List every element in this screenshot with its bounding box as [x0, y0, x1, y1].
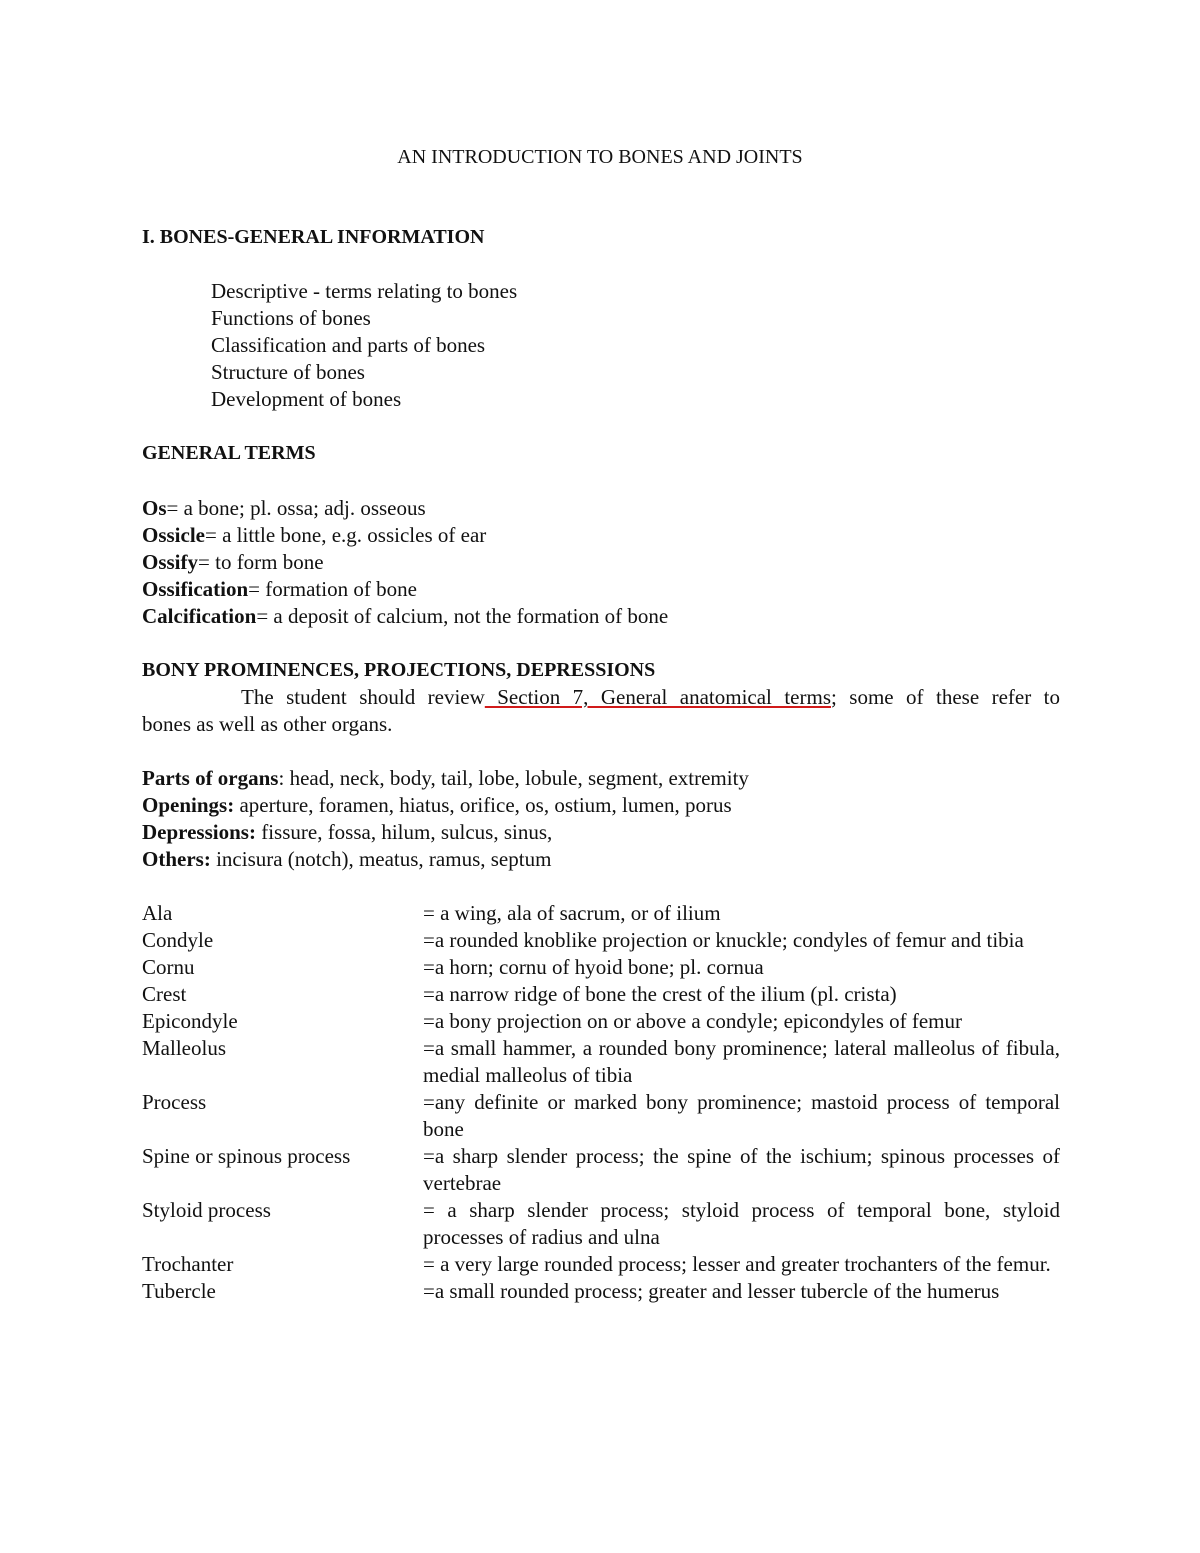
term-definition: = a deposit of calcium, not the formation of bone [256, 604, 669, 628]
review-line-2: bones as well as other organs. [142, 712, 393, 736]
glossary-row [142, 927, 1060, 954]
glossary-row [142, 981, 1060, 1008]
glossary-row [142, 1251, 1060, 1278]
glossary-term: Process [142, 1090, 207, 1114]
section-heading-bones-general: I. BONES-GENERAL INFORMATION [142, 226, 485, 248]
glossary-term: Spine or spinous process [142, 1144, 351, 1168]
general-term-row [142, 576, 668, 603]
topic-item: Classification and parts of bones [211, 333, 486, 357]
term-label: Ossification [142, 577, 249, 601]
organ-parts-row [142, 846, 749, 873]
review-text: The student should review [241, 685, 485, 709]
glossary-definition: =a narrow ridge of bone the crest of the ilium (pl. crista) [423, 982, 897, 1006]
glossary-definition: = a sharp slender process; styloid process of temporal bone, styloid processes of radius and ulna [423, 1198, 1060, 1249]
review-paragraph [142, 684, 1060, 738]
glossary-term: Trochanter [142, 1252, 234, 1276]
parts-text: aperture, foramen, hiatus, orifice, os, ostium, lumen, porus [234, 793, 732, 817]
term-label: Os [142, 496, 167, 520]
glossary-definition: =a small hammer, a rounded bony prominence; lateral malleolus of fibula, medial malleolus of tibia [423, 1036, 1060, 1087]
glossary-row [142, 1035, 1060, 1089]
organ-parts-list [142, 765, 749, 873]
parts-text: fissure, fossa, hilum, sulcus, sinus, [255, 820, 553, 844]
topic-item: Structure of bones [211, 360, 365, 384]
glossary-row [142, 1278, 1060, 1305]
organ-parts-row [142, 765, 749, 792]
glossary-definition: =a bony projection on or above a condyle; epicondyles of femur [423, 1009, 963, 1033]
parts-text: incisura (notch), meatus, ramus, septum [210, 847, 552, 871]
glossary-row [142, 1089, 1060, 1143]
term-definition: = formation of bone [248, 577, 417, 601]
glossary-definition: =a horn; cornu of hyoid bone; pl. cornua [423, 955, 764, 979]
topic-list [211, 278, 517, 413]
general-term-row [142, 522, 668, 549]
section-reference-link[interactable]: Section 7, General anatomical terms [484, 685, 831, 709]
glossary-definition: =a small rounded process; greater and lesser tubercle of the humerus [423, 1279, 1000, 1303]
glossary-term: Epicondyle [142, 1009, 238, 1033]
section-heading-general-terms: GENERAL TERMS [142, 442, 316, 464]
glossary-definition: = a very large rounded process; lesser and greater trochanters of the femur. [423, 1252, 1051, 1276]
organ-parts-row [142, 819, 749, 846]
parts-label: Parts of organs [142, 766, 279, 790]
organ-parts-row [142, 792, 749, 819]
general-term-row [142, 495, 668, 522]
term-label: Ossicle [142, 523, 205, 547]
term-label: Ossify [142, 550, 199, 574]
term-definition: = a bone; pl. ossa; adj. osseous [166, 496, 426, 520]
glossary-term: Styloid process [142, 1198, 271, 1222]
glossary-row [142, 900, 1060, 927]
term-definition: = a little bone, e.g. ossicles of ear [205, 523, 487, 547]
document-title: AN INTRODUCTION TO BONES AND JOINTS [397, 146, 803, 168]
glossary-row [142, 1143, 1060, 1197]
parts-label: Openings: [142, 793, 235, 817]
glossary-definition: =a sharp slender process; the spine of the ischium; spinous processes of vertebrae [423, 1144, 1060, 1195]
section-heading-bony-prominences: BONY PROMINENCES, PROJECTIONS, DEPRESSIONS [142, 659, 656, 681]
term-definition: = to form bone [198, 550, 324, 574]
general-term-row [142, 603, 668, 630]
topic-item: Functions of bones [211, 306, 371, 330]
term-label: Calcification [142, 604, 257, 628]
glossary-row [142, 954, 1060, 981]
parts-label: Depressions: [142, 820, 256, 844]
parts-label: Others: [142, 847, 211, 871]
glossary-term: Tubercle [142, 1279, 216, 1303]
glossary-term: Crest [142, 982, 187, 1006]
glossary-row [142, 1008, 1060, 1035]
general-term-row [142, 549, 668, 576]
topic-item: Development of bones [211, 387, 402, 411]
review-text-continued: ; some of these refer to [831, 685, 1060, 709]
topic-item: Descriptive - terms relating to bones [211, 279, 518, 303]
glossary-definition: =any definite or marked bony prominence; mastoid process of temporal bone [423, 1090, 1060, 1141]
glossary-term: Ala [142, 901, 173, 925]
glossary-term: Condyle [142, 928, 214, 952]
bone-features-glossary [142, 900, 1060, 1305]
glossary-definition: = a wing, ala of sacrum, or of ilium [423, 901, 721, 925]
review-line-1 [142, 684, 1060, 711]
glossary-term: Cornu [142, 955, 195, 979]
glossary-term: Malleolus [142, 1036, 226, 1060]
general-terms-list [142, 495, 668, 630]
glossary-row [142, 1197, 1060, 1251]
parts-text: : head, neck, body, tail, lobe, lobule, segment, extremity [278, 766, 749, 790]
glossary-definition: =a rounded knoblike projection or knuckle; condyles of femur and tibia [423, 928, 1024, 952]
